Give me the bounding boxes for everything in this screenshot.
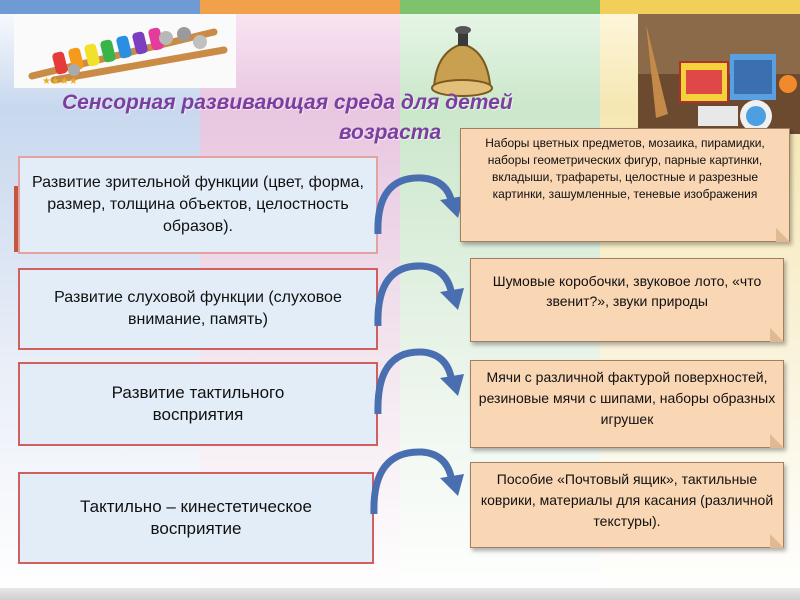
title-line-1: Сенсорная развивающая среда для детей (62, 91, 513, 114)
svg-text:★★★★: ★★★★ (42, 76, 78, 87)
tactile-perception-text: Развитие тактильного восприятия (111, 383, 285, 424)
curved-arrow-icon (370, 342, 466, 418)
tactile-perception-box (18, 362, 378, 446)
auditory-function-text: Развитие слуховой функции (слуховое внимание, память) (54, 289, 342, 328)
topbar-orange (200, 0, 400, 14)
kinesthetic-perception-text: Тактильно – кинестетическое восприятие (80, 497, 312, 538)
visual-materials-text: Наборы цветных предметов, мозаика, пирамидки, наборы геометрических фигур, парные картинки, вкладыши, трафареты, целостные и разрезные картинки, зашумленные, теневые изображения (485, 136, 765, 201)
tactile-materials-text: Мячи с различной фактурой поверхностей, резиновые мячи с шипами, наборы образных игрушек (478, 369, 776, 427)
auditory-materials-box (470, 258, 784, 342)
topbar-yellow (600, 0, 800, 14)
page-fold (770, 534, 784, 548)
topbar-blue (0, 0, 200, 14)
curved-arrow-icon (370, 168, 466, 238)
kinesthetic-materials-box (470, 462, 784, 548)
visual-materials-box (460, 128, 790, 242)
page-fold (776, 228, 790, 242)
kinesthetic-perception-box (18, 472, 374, 564)
curved-arrow-icon (366, 442, 466, 518)
page-fold (770, 328, 784, 342)
tactile-materials-box (470, 360, 784, 448)
title-line-2: возраста (338, 121, 442, 144)
visual-function-box (18, 156, 378, 254)
rattle-photo (14, 14, 236, 88)
page-fold (770, 434, 784, 448)
bottom-bar (0, 588, 800, 600)
topbar-green (400, 0, 600, 14)
kinesthetic-materials-text: Пособие «Почтовый ящик», тактильные коврики, материалы для касания (различной текстуры). (480, 471, 774, 529)
toys-photo (638, 14, 800, 134)
auditory-materials-text: Шумовые коробочки, звуковое лото, «что звенит?», звуки природы (492, 273, 762, 309)
curved-arrow-icon (370, 256, 466, 330)
visual-function-text: Развитие зрительной функции (цвет, форма, размер, толщина объектов, целостность образов). (32, 174, 364, 235)
auditory-function-box (18, 268, 378, 350)
